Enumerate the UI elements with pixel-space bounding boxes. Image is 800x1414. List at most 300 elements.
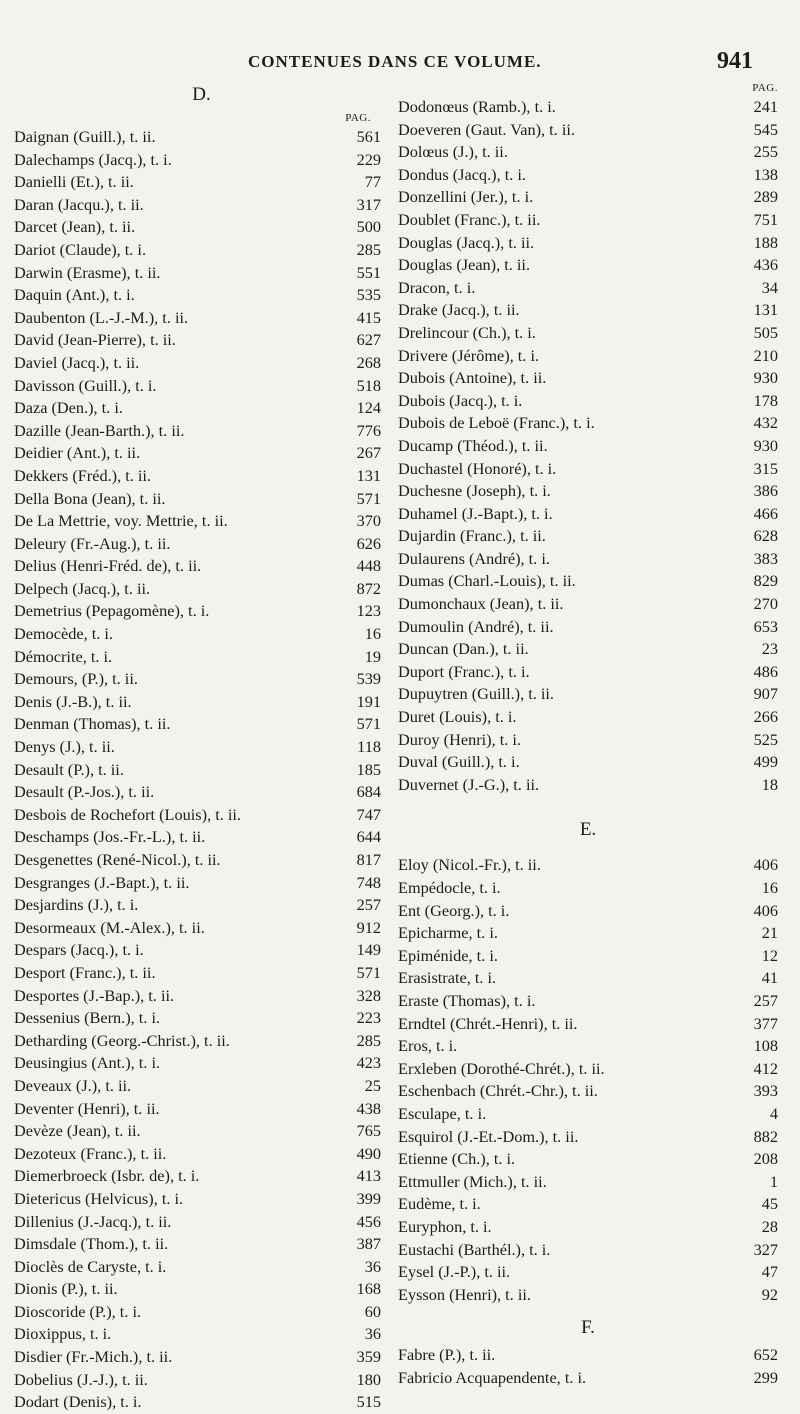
entry-name: Democède, t. i. bbox=[14, 624, 114, 644]
entry-name: Erasistrate, t. i. bbox=[398, 968, 497, 988]
entry-page: 413 bbox=[356, 1166, 381, 1186]
entry-name: Dolœus (J.), t. ii. bbox=[398, 142, 508, 162]
entry-name: Dobelius (J.-J.), t. ii. bbox=[14, 1369, 148, 1389]
entry-name: Eustachi (Barthél.), t. i. bbox=[398, 1239, 551, 1259]
entry-page: 412 bbox=[753, 1058, 778, 1078]
entry-page: 285 bbox=[356, 1030, 381, 1050]
index-entry bbox=[14, 623, 389, 646]
index-entry bbox=[398, 945, 778, 968]
entry-name: Dessenius (Bern.), t. i. bbox=[14, 1008, 161, 1028]
index-entry bbox=[14, 465, 389, 488]
entry-page: 185 bbox=[356, 759, 381, 779]
entry-page: 255 bbox=[753, 142, 778, 162]
section-gap bbox=[398, 846, 778, 854]
entry-page: 131 bbox=[356, 465, 381, 485]
entry-page: 432 bbox=[753, 413, 778, 433]
index-entry bbox=[14, 1211, 389, 1234]
entry-name: Doeveren (Gaut. Van), t. ii. bbox=[398, 119, 575, 139]
entry-page: 535 bbox=[356, 285, 381, 305]
entry-name: Dubois (Antoine), t. ii. bbox=[398, 368, 547, 388]
entry-page: 490 bbox=[356, 1143, 381, 1163]
entry-page: 377 bbox=[753, 1013, 778, 1033]
index-entry bbox=[14, 1369, 389, 1392]
entry-page: 930 bbox=[753, 368, 778, 388]
index-entry bbox=[398, 638, 778, 661]
entry-page: 19 bbox=[364, 646, 381, 666]
entry-page: 328 bbox=[356, 985, 381, 1005]
index-entry bbox=[14, 600, 389, 623]
index-entry bbox=[14, 1120, 389, 1143]
entry-name: Deidier (Ant.), t. ii. bbox=[14, 443, 141, 463]
entry-name: Fabricio Acquapendente, t. i. bbox=[398, 1367, 587, 1387]
entry-page: 208 bbox=[753, 1149, 778, 1169]
section-letter-f: F. bbox=[581, 1317, 595, 1339]
entry-name: Eudème, t. i. bbox=[398, 1194, 481, 1214]
entry-name: Euryphon, t. i. bbox=[398, 1216, 492, 1236]
index-entry bbox=[398, 525, 778, 548]
index-entry bbox=[14, 962, 389, 985]
entry-page: 423 bbox=[356, 1053, 381, 1073]
entry-name: Drake (Jacq.), t. ii. bbox=[398, 300, 520, 320]
index-list-d-continued bbox=[398, 96, 778, 796]
entry-page: 47 bbox=[761, 1262, 778, 1282]
entry-page: 551 bbox=[356, 262, 381, 282]
entry-name: Dodart (Denis), t. i. bbox=[14, 1392, 142, 1412]
entry-name: Disdier (Fr.-Mich.), t. ii. bbox=[14, 1347, 173, 1367]
index-entry bbox=[398, 232, 778, 255]
entry-name: Desault (P.), t. ii. bbox=[14, 759, 124, 779]
entry-name: Dupuytren (Guill.), t. ii. bbox=[398, 684, 555, 704]
index-entry bbox=[14, 239, 389, 262]
entry-name: Duval (Guill.), t. i. bbox=[398, 752, 520, 772]
pag-label: PAG. bbox=[752, 82, 778, 94]
entry-name: David (Jean-Pierre), t. ii. bbox=[14, 330, 176, 350]
entry-name: Darcet (Jean), t. ii. bbox=[14, 217, 136, 237]
index-entry bbox=[398, 345, 778, 368]
entry-name: Dariot (Claude), t. i. bbox=[14, 239, 147, 259]
entry-page: 108 bbox=[753, 1036, 778, 1056]
entry-page: 684 bbox=[356, 782, 381, 802]
entry-name: Daubenton (L.-J.-M.), t. ii. bbox=[14, 307, 189, 327]
entry-name: Delius (Henri-Fréd. de), t. ii. bbox=[14, 556, 202, 576]
entry-page: 299 bbox=[753, 1367, 778, 1387]
entry-name: Epicharme, t. i. bbox=[398, 923, 498, 943]
entry-page: 627 bbox=[356, 330, 381, 350]
entry-name: Deschamps (Jos.-Fr.-L.), t. ii. bbox=[14, 827, 206, 847]
entry-page: 289 bbox=[753, 187, 778, 207]
entry-page: 415 bbox=[356, 307, 381, 327]
entry-name: Deveaux (J.), t. ii. bbox=[14, 1075, 132, 1095]
entry-page: 317 bbox=[356, 194, 381, 214]
entry-page: 912 bbox=[356, 917, 381, 937]
entry-name: Desgenettes (René-Nicol.), t. ii. bbox=[14, 850, 221, 869]
entry-name: Dubois de Leboë (Franc.), t. i. bbox=[398, 413, 595, 433]
entry-name: Empédocle, t. i. bbox=[398, 878, 501, 897]
entry-page: 223 bbox=[356, 1008, 381, 1028]
entry-page: 285 bbox=[356, 239, 381, 259]
index-entry bbox=[14, 352, 389, 375]
entry-name: Darwin (Erasme), t. ii. bbox=[14, 262, 161, 282]
entry-page: 386 bbox=[753, 481, 778, 501]
index-entry bbox=[14, 1143, 389, 1166]
entry-page: 23 bbox=[761, 639, 778, 659]
entry-page: 644 bbox=[356, 827, 381, 847]
index-entry bbox=[398, 1035, 778, 1058]
index-entry bbox=[398, 1216, 778, 1239]
entry-page: 518 bbox=[356, 375, 381, 395]
entry-name: Donzellini (Jer.), t. i. bbox=[398, 187, 534, 207]
index-entry bbox=[14, 939, 389, 962]
entry-page: 268 bbox=[356, 352, 381, 372]
entry-page: 515 bbox=[356, 1392, 381, 1412]
index-entry bbox=[398, 1239, 778, 1262]
entry-page: 41 bbox=[761, 968, 778, 988]
index-entry bbox=[14, 781, 389, 804]
entry-name: Daquin (Ant.), t. i. bbox=[14, 285, 135, 305]
entry-page: 747 bbox=[356, 804, 381, 824]
entry-name: Ettmuller (Mich.), t. ii. bbox=[398, 1171, 547, 1191]
entry-name: Deventer (Henri), t. ii. bbox=[14, 1098, 160, 1118]
entry-page: 653 bbox=[753, 616, 778, 636]
page-header bbox=[0, 48, 800, 82]
index-entry bbox=[398, 570, 778, 593]
index-entry bbox=[14, 375, 389, 398]
index-entry bbox=[398, 480, 778, 503]
entry-name: Eloy (Nicol.-Fr.), t. ii. bbox=[398, 855, 541, 875]
entry-page: 4 bbox=[769, 1103, 778, 1123]
entry-page: 45 bbox=[761, 1194, 778, 1214]
entry-page: 229 bbox=[356, 149, 381, 169]
entry-page: 571 bbox=[356, 488, 381, 508]
entry-name: Desjardins (J.), t. i. bbox=[14, 895, 139, 915]
entry-page: 399 bbox=[356, 1188, 381, 1208]
entry-name: Dumas (Charl.-Louis), t. ii. bbox=[398, 571, 576, 591]
index-entry bbox=[398, 593, 778, 616]
entry-name: Dodonœus (Ramb.), t. i. bbox=[398, 97, 556, 116]
index-entry bbox=[14, 826, 389, 849]
index-entry bbox=[398, 141, 778, 164]
entry-page: 539 bbox=[356, 669, 381, 689]
index-entry bbox=[14, 849, 389, 872]
index-entry bbox=[14, 307, 389, 330]
index-list-e bbox=[398, 854, 778, 1306]
entry-name: Desgranges (J.-Bapt.), t. ii. bbox=[14, 872, 190, 892]
entry-page: 77 bbox=[364, 172, 381, 192]
entry-name: Drivere (Jérôme), t. i. bbox=[398, 345, 540, 365]
entry-name: Dumonchaux (Jean), t. ii. bbox=[398, 594, 564, 614]
entry-name: Duchesne (Joseph), t. i. bbox=[398, 481, 551, 501]
entry-name: Dekkers (Fréd.), t. ii. bbox=[14, 465, 151, 485]
entry-page: 466 bbox=[753, 503, 778, 523]
index-entry bbox=[14, 1256, 389, 1279]
entry-page: 241 bbox=[753, 97, 778, 116]
index-entry bbox=[398, 1367, 778, 1390]
entry-page: 191 bbox=[356, 691, 381, 711]
entry-name: Davisson (Guill.), t. i. bbox=[14, 375, 157, 395]
entry-name: Dumoulin (André), t. ii. bbox=[398, 616, 554, 636]
entry-page: 930 bbox=[753, 435, 778, 455]
index-entry bbox=[14, 171, 389, 194]
entry-page: 406 bbox=[753, 855, 778, 875]
entry-name: Eysson (Henri), t. ii. bbox=[398, 1284, 531, 1304]
entry-page: 60 bbox=[364, 1301, 381, 1321]
entry-page: 16 bbox=[364, 624, 381, 644]
entry-name: Della Bona (Jean), t. ii. bbox=[14, 488, 166, 508]
index-entry bbox=[398, 967, 778, 990]
index-entry bbox=[398, 854, 778, 877]
index-entry bbox=[14, 736, 389, 759]
index-entry bbox=[14, 1233, 389, 1256]
index-entry bbox=[398, 435, 778, 458]
entry-page: 34 bbox=[761, 277, 778, 297]
index-entry bbox=[398, 458, 778, 481]
entry-name: Duroy (Henri), t. i. bbox=[398, 729, 521, 749]
entry-page: 92 bbox=[761, 1284, 778, 1304]
index-entry bbox=[14, 262, 389, 285]
entry-name: Epiménide, t. i. bbox=[398, 945, 498, 965]
index-list-d bbox=[14, 126, 389, 1414]
index-entry bbox=[14, 759, 389, 782]
entry-page: 500 bbox=[356, 217, 381, 237]
entry-name: Dimsdale (Thom.), t. ii. bbox=[14, 1234, 169, 1254]
entry-name: Desormeaux (M.-Alex.), t. ii. bbox=[14, 917, 205, 937]
index-entry bbox=[398, 1058, 778, 1081]
index-entry bbox=[14, 216, 389, 239]
entry-page: 829 bbox=[753, 571, 778, 591]
entry-name: Etienne (Ch.), t. i. bbox=[398, 1149, 516, 1169]
entry-name: Duport (Franc.), t. i. bbox=[398, 661, 530, 681]
index-entry bbox=[14, 1323, 389, 1346]
entry-page: 359 bbox=[356, 1347, 381, 1367]
entry-name: Dubois (Jacq.), t. i. bbox=[398, 390, 523, 410]
entry-name: Duvernet (J.-G.), t. ii. bbox=[398, 774, 540, 794]
entry-page: 266 bbox=[753, 707, 778, 727]
index-entry bbox=[398, 1171, 778, 1194]
index-entry bbox=[14, 149, 389, 172]
entry-name: Duret (Louis), t. i. bbox=[398, 707, 517, 727]
entry-page: 486 bbox=[753, 661, 778, 681]
index-entry bbox=[398, 96, 778, 119]
index-entry bbox=[14, 1165, 389, 1188]
entry-page: 561 bbox=[356, 127, 381, 146]
entry-name: Dioscoride (P.), t. i. bbox=[14, 1301, 142, 1321]
index-entry bbox=[14, 894, 389, 917]
index-entry bbox=[398, 616, 778, 639]
index-entry bbox=[14, 329, 389, 352]
entry-name: Fabre (P.), t. ii. bbox=[398, 1345, 496, 1365]
entry-page: 327 bbox=[753, 1239, 778, 1259]
index-entry bbox=[14, 713, 389, 736]
index-entry bbox=[14, 1391, 389, 1414]
entry-page: 436 bbox=[753, 255, 778, 275]
entry-name: Desport (Franc.), t. ii. bbox=[14, 962, 156, 982]
entry-name: Dioxippus, t. i. bbox=[14, 1324, 112, 1344]
entry-name: Eschenbach (Chrét.-Chr.), t. ii. bbox=[398, 1081, 598, 1101]
entry-page: 188 bbox=[753, 232, 778, 252]
index-entry bbox=[398, 1013, 778, 1036]
entry-name: Doublet (Franc.), t. ii. bbox=[398, 209, 541, 229]
entry-page: 383 bbox=[753, 548, 778, 568]
entry-name: Dulaurens (André), t. i. bbox=[398, 548, 550, 568]
index-entry bbox=[398, 412, 778, 435]
entry-page: 456 bbox=[356, 1211, 381, 1231]
index-entry bbox=[398, 751, 778, 774]
entry-page: 571 bbox=[356, 714, 381, 734]
index-entry bbox=[398, 1080, 778, 1103]
entry-name: Esculape, t. i. bbox=[398, 1103, 487, 1123]
entry-name: Daran (Jacqu.), t. ii. bbox=[14, 194, 144, 214]
index-entry bbox=[14, 194, 389, 217]
entry-name: Dietericus (Helvicus), t. i. bbox=[14, 1188, 184, 1208]
entry-page: 123 bbox=[356, 601, 381, 621]
page-number: 941 bbox=[717, 48, 753, 74]
index-list-f bbox=[398, 1344, 778, 1389]
index-entry bbox=[14, 668, 389, 691]
entry-page: 149 bbox=[356, 940, 381, 960]
entry-page: 525 bbox=[753, 729, 778, 749]
entry-page: 21 bbox=[761, 923, 778, 943]
entry-page: 25 bbox=[364, 1075, 381, 1095]
entry-page: 16 bbox=[761, 878, 778, 897]
index-entry bbox=[14, 1098, 389, 1121]
index-entry bbox=[398, 1103, 778, 1126]
index-entry bbox=[398, 1126, 778, 1149]
section-letter-d: D. bbox=[192, 84, 211, 105]
index-entry bbox=[398, 390, 778, 413]
index-entry bbox=[14, 804, 389, 827]
entry-name: Ent (Georg.), t. i. bbox=[398, 900, 510, 920]
index-entry bbox=[398, 548, 778, 571]
entry-page: 765 bbox=[356, 1121, 381, 1141]
index-entry bbox=[398, 1261, 778, 1284]
entry-name: Duhamel (J.-Bapt.), t. i. bbox=[398, 503, 553, 523]
entry-name: Denis (J.-B.), t. ii. bbox=[14, 691, 132, 711]
index-entry bbox=[398, 299, 778, 322]
index-entry bbox=[14, 1007, 389, 1030]
section-gap bbox=[398, 796, 778, 814]
running-title: CONTENUES DANS CE VOLUME. bbox=[248, 52, 542, 71]
index-entry bbox=[398, 1148, 778, 1171]
index-entry bbox=[398, 322, 778, 345]
index-entry bbox=[398, 729, 778, 752]
index-entry bbox=[398, 922, 778, 945]
entry-page: 545 bbox=[753, 119, 778, 139]
entry-name: Dazille (Jean-Barth.), t. ii. bbox=[14, 420, 185, 440]
entry-page: 1 bbox=[769, 1171, 778, 1191]
entry-page: 257 bbox=[356, 895, 381, 915]
entry-name: Diemerbroeck (Isbr. de), t. i. bbox=[14, 1166, 200, 1186]
index-entry bbox=[14, 442, 389, 465]
index-entry bbox=[398, 367, 778, 390]
index-entry bbox=[398, 877, 778, 900]
entry-page: 36 bbox=[364, 1256, 381, 1276]
index-entry bbox=[14, 578, 389, 601]
entry-name: Dioclès de Caryste, t. i. bbox=[14, 1256, 167, 1276]
entry-name: Denman (Thomas), t. ii. bbox=[14, 714, 171, 734]
index-entry bbox=[398, 164, 778, 187]
entry-name: Daignan (Guill.), t. ii. bbox=[14, 127, 156, 146]
entry-name: Dalechamps (Jacq.), t. i. bbox=[14, 149, 172, 169]
entry-page: 393 bbox=[753, 1081, 778, 1101]
entry-name: Delpech (Jacq.), t. ii. bbox=[14, 578, 151, 598]
entry-page: 817 bbox=[356, 850, 381, 869]
index-entry bbox=[398, 209, 778, 232]
entry-name: Demours, (P.), t. ii. bbox=[14, 669, 138, 689]
entry-page: 872 bbox=[356, 578, 381, 598]
entry-page: 124 bbox=[356, 398, 381, 418]
entry-name: Deleury (Fr.-Aug.), t. ii. bbox=[14, 533, 171, 553]
entry-name: Desault (P.-Jos.), t. ii. bbox=[14, 782, 155, 802]
index-entry bbox=[14, 1188, 389, 1211]
entry-name: Ducamp (Théod.), t. ii. bbox=[398, 435, 548, 455]
entry-name: Demetrius (Pepagomène), t. i. bbox=[14, 601, 210, 621]
entry-page: 257 bbox=[753, 990, 778, 1010]
entry-page: 406 bbox=[753, 900, 778, 920]
right-column bbox=[398, 80, 778, 1389]
entry-page: 36 bbox=[364, 1324, 381, 1344]
index-entry bbox=[14, 126, 389, 149]
index-entry bbox=[398, 254, 778, 277]
entry-name: Duchastel (Honoré), t. i. bbox=[398, 458, 557, 478]
entry-name: Eraste (Thomas), t. i. bbox=[398, 990, 536, 1010]
index-entry bbox=[398, 119, 778, 142]
index-entry bbox=[14, 1052, 389, 1075]
index-entry bbox=[398, 774, 778, 797]
index-entry bbox=[398, 1284, 778, 1307]
index-entry bbox=[14, 1301, 389, 1324]
index-entry bbox=[398, 186, 778, 209]
entry-name: Detharding (Georg.-Christ.), t. ii. bbox=[14, 1030, 230, 1050]
entry-page: 18 bbox=[761, 774, 778, 794]
entry-name: Danielli (Et.), t. ii. bbox=[14, 172, 134, 192]
entry-page: 499 bbox=[753, 752, 778, 772]
index-entry bbox=[14, 917, 389, 940]
index-entry bbox=[14, 872, 389, 895]
index-entry bbox=[398, 277, 778, 300]
entry-name: De La Mettrie, voy. Mettrie, t. ii. bbox=[14, 511, 228, 531]
entry-name: Drelincour (Ch.), t. i. bbox=[398, 322, 536, 342]
entry-page: 210 bbox=[753, 345, 778, 365]
index-entry bbox=[14, 985, 389, 1008]
entry-page: 628 bbox=[753, 526, 778, 546]
index-entry bbox=[14, 488, 389, 511]
entry-name: Desbois de Rochefort (Louis), t. ii. bbox=[14, 804, 241, 824]
index-entry bbox=[398, 1193, 778, 1216]
index-entry bbox=[398, 990, 778, 1013]
index-entry bbox=[14, 1278, 389, 1301]
entry-page: 131 bbox=[753, 300, 778, 320]
index-entry bbox=[14, 646, 389, 669]
index-entry bbox=[398, 900, 778, 923]
entry-page: 748 bbox=[356, 872, 381, 892]
pag-label: PAG. bbox=[345, 112, 371, 124]
entry-page: 438 bbox=[356, 1098, 381, 1118]
entry-page: 118 bbox=[357, 737, 381, 757]
entry-name: Deusingius (Ant.), t. i. bbox=[14, 1053, 161, 1073]
entry-page: 448 bbox=[356, 556, 381, 576]
entry-page: 505 bbox=[753, 322, 778, 342]
left-column bbox=[14, 80, 389, 1414]
entry-name: Despars (Jacq.), t. i. bbox=[14, 940, 144, 960]
entry-page: 138 bbox=[753, 164, 778, 184]
entry-page: 315 bbox=[753, 458, 778, 478]
entry-name: Démocrite, t. i. bbox=[14, 646, 113, 666]
entry-name: Eysel (J.-P.), t. ii. bbox=[398, 1262, 511, 1282]
index-entry bbox=[14, 284, 389, 307]
entry-page: 168 bbox=[356, 1279, 381, 1299]
index-entry bbox=[14, 510, 389, 533]
entry-page: 270 bbox=[753, 594, 778, 614]
